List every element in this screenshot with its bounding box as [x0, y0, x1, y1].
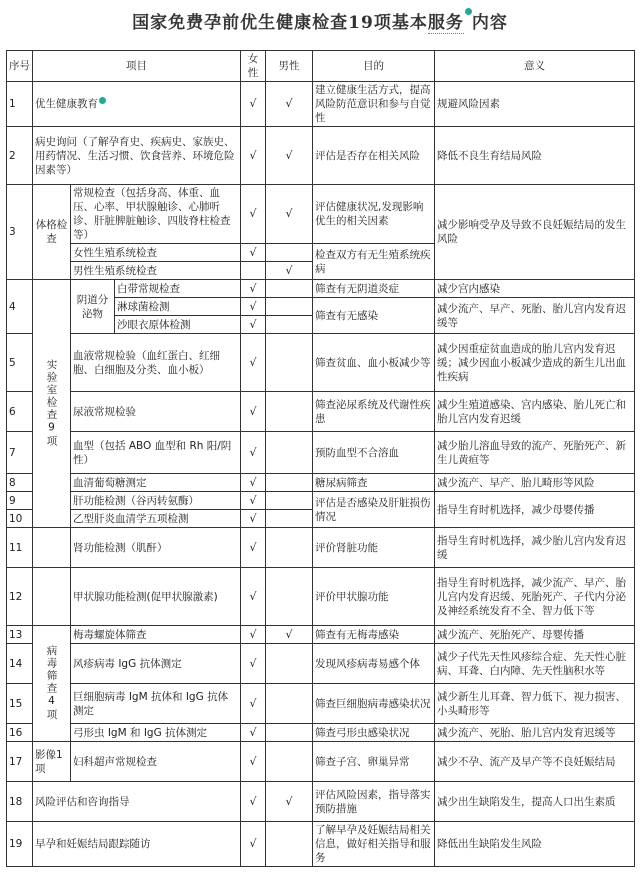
header-item: 项目 [33, 51, 241, 82]
row-meaning: 减少因重症贫血造成的胎儿宫内发育迟缓；减少因血小板减少造成的新生儿出血性疾病 [435, 334, 635, 392]
row-purpose: 评估是否感染及肝脏损伤情况 [313, 492, 435, 528]
table-row [7, 492, 635, 510]
male-check: √ [266, 626, 313, 644]
female-check: √ [241, 492, 266, 510]
table-row [7, 334, 635, 392]
checkup-table [6, 50, 635, 867]
header-female: 女性 [241, 51, 266, 82]
row-purpose: 发现风疹病毒易感个体 [313, 644, 435, 684]
male-empty [266, 724, 313, 742]
female-check: √ [241, 742, 266, 782]
table-row [7, 185, 635, 244]
group-label-lab-text: 实验室检查9项 [45, 359, 58, 448]
female-check: √ [241, 185, 266, 244]
row-number: 11 [7, 528, 33, 568]
male-empty [266, 432, 313, 474]
header-purpose: 目的 [313, 51, 435, 82]
row-meaning: 减少流产、早产、死胎、胎儿宫内发育迟缓等 [435, 298, 635, 334]
table-row [7, 626, 635, 644]
row-item: 肾功能检测（肌酐） [71, 528, 241, 568]
row-number: 18 [7, 782, 33, 822]
row-number: 14 [7, 644, 33, 684]
row-number: 12 [7, 568, 33, 626]
row-meaning: 减少胎儿溶血导致的流产、死胎死产、新生儿黄疸等 [435, 432, 635, 474]
row-purpose: 筛查贫血、血小板减少等 [313, 334, 435, 392]
female-check: √ [241, 298, 266, 316]
row-item: 血型（包括 ABO 血型和 Rh 阳/阴性） [71, 432, 241, 474]
group-label-imaging: 影像1项 [33, 742, 71, 782]
group-label-physical: 体格检查 [33, 185, 71, 280]
table-row [7, 782, 635, 822]
row-number: 1 [7, 82, 33, 127]
female-check: √ [241, 684, 266, 724]
row-number: 6 [7, 392, 33, 432]
female-check: √ [241, 568, 266, 626]
row-meaning: 减少新生儿耳聋、智力低下、视力损害、小头畸形等 [435, 684, 635, 724]
table-header [7, 51, 635, 82]
page-title [0, 8, 640, 33]
row-item: 血清葡萄糖测定 [71, 474, 241, 492]
table-row [7, 742, 635, 782]
row-item: 风疹病毒 IgG 抗体测定 [71, 644, 241, 684]
male-empty [266, 280, 313, 298]
female-check: √ [241, 82, 266, 127]
row-item: 白带常规检查 [115, 280, 241, 298]
row-item: 肝功能检测（谷丙转氨酶） [71, 492, 241, 510]
table-row [7, 724, 635, 742]
male-empty [266, 742, 313, 782]
row-purpose: 筛查弓形虫感染状况 [313, 724, 435, 742]
male-check: √ [266, 262, 313, 280]
female-check: √ [241, 244, 266, 262]
female-check: √ [241, 334, 266, 392]
row-item: 早孕和妊娠结局跟踪随访 [33, 822, 241, 867]
row-item: 常规检查（包括身高、体重、血压、心率、甲状腺触诊、心肺听诊、肝脏脾脏触诊、四肢脊柱检查等） [71, 185, 241, 244]
male-check: √ [266, 127, 313, 185]
row-meaning: 减少流产、死胎死产、母婴传播 [435, 626, 635, 644]
row-number: 7 [7, 432, 33, 474]
row-purpose: 筛查巨细胞病毒感染状况 [313, 684, 435, 724]
row-number: 5 [7, 334, 33, 392]
female-check: √ [241, 432, 266, 474]
row-number: 8 [7, 474, 33, 492]
row-item: 甲状腺功能检测(促甲状腺激素) [71, 568, 241, 626]
male-check: √ [266, 82, 313, 127]
badge-dot-icon [465, 8, 472, 15]
row-item: 梅毒螺旋体筛查 [71, 626, 241, 644]
female-check: √ [241, 782, 266, 822]
table-row [7, 474, 635, 492]
title-keyword-link[interactable]: 服务 [427, 13, 464, 33]
row-purpose: 筛查有无梅毒感染 [313, 626, 435, 644]
male-empty [266, 684, 313, 724]
row-item: 妇科超声常规检查 [71, 742, 241, 782]
row-number: 2 [7, 127, 33, 185]
table-row [7, 528, 635, 568]
row-purpose: 筛查有无阴道炎症 [313, 280, 435, 298]
row-meaning: 指导生育时机选择，减少母婴传播 [435, 492, 635, 528]
female-empty [241, 262, 266, 280]
row-purpose: 评估风险因素，指导落实预防措施 [313, 782, 435, 822]
male-empty [266, 510, 313, 528]
row-number: 15 [7, 684, 33, 724]
row-item: 病史询问（了解孕育史、疾病史、家族史、用药情况、生活习惯、饮食营养、环境危险因素等） [33, 127, 241, 185]
female-check: √ [241, 626, 266, 644]
female-check: √ [241, 127, 266, 185]
table-row [7, 392, 635, 432]
row-meaning: 降低出生缺陷发生风险 [435, 822, 635, 867]
row-purpose: 筛查泌尿系统及代谢性疾患 [313, 392, 435, 432]
title-text: 国家免费孕前优生健康检查19项基本 [132, 13, 428, 33]
row-number: 17 [7, 742, 33, 782]
row-meaning: 减少不孕、流产及早产等不良妊娠结局 [435, 742, 635, 782]
male-empty [266, 644, 313, 684]
row-meaning: 减少流产、早产、胎儿畸形等风险 [435, 474, 635, 492]
group-spacer [33, 568, 71, 626]
row-item: 巨细胞病毒 IgM 抗体和 IgG 抗体测定 [71, 684, 241, 724]
female-check: √ [241, 528, 266, 568]
female-check: √ [241, 392, 266, 432]
group-spacer [33, 528, 71, 568]
row-item: 乙型肝炎血清学五项检测 [71, 510, 241, 528]
row-item: 弓形虫 IgM 和 IgG 抗体测定 [71, 724, 241, 742]
row-item [33, 82, 241, 127]
table-row [7, 644, 635, 684]
table-row [7, 280, 635, 298]
row-meaning: 减少出生缺陷发生，提高人口出生素质 [435, 782, 635, 822]
header-male: 男性 [266, 51, 313, 82]
row-item: 尿液常规检验 [71, 392, 241, 432]
group-label-virus-text: 病毒筛查4项 [45, 645, 58, 722]
female-check: √ [241, 280, 266, 298]
table-row [7, 127, 635, 185]
male-check: √ [266, 782, 313, 822]
group-label-lab [33, 280, 71, 528]
row-purpose: 预防血型不合溶血 [313, 432, 435, 474]
row-item: 淋球菌检测 [115, 298, 241, 316]
row-purpose: 了解早孕及妊娠结局相关信息，做好相关指导和服务 [313, 822, 435, 867]
row-item: 沙眼衣原体检测 [115, 316, 241, 334]
female-check: √ [241, 822, 266, 867]
female-check: √ [241, 510, 266, 528]
table-row [7, 684, 635, 724]
male-empty [266, 492, 313, 510]
table-row [7, 82, 635, 127]
item-text: 优生健康教育 [35, 98, 98, 110]
male-empty [266, 822, 313, 867]
row-purpose: 评估健康状况,发现影响优生的相关因素 [313, 185, 435, 244]
group-label-secretion: 阴道分泌物 [71, 280, 115, 334]
row-purpose: 筛查子宫、卵巢异常 [313, 742, 435, 782]
title-suffix: 内容 [471, 13, 508, 33]
row-meaning: 减少流产、死胎、胎儿宫内发育迟缓等 [435, 724, 635, 742]
badge-dot-icon [99, 97, 106, 104]
table-row [7, 432, 635, 474]
male-empty [266, 392, 313, 432]
row-purpose: 筛查有无感染 [313, 298, 435, 334]
row-meaning: 减少子代先天性风疹综合症、先天性心脏病、耳聋、白内障、先天性脑积水等 [435, 644, 635, 684]
row-meaning: 规避风险因素 [435, 82, 635, 127]
row-item: 风险评估和咨询指导 [33, 782, 241, 822]
row-purpose: 评估是否存在相关风险 [313, 127, 435, 185]
row-number: 10 [7, 510, 33, 528]
row-number: 19 [7, 822, 33, 867]
row-item: 血液常规检验（血红蛋白、红细胞、白细胞及分类、血小板） [71, 334, 241, 392]
female-check: √ [241, 316, 266, 334]
female-check: √ [241, 724, 266, 742]
male-empty [266, 568, 313, 626]
male-empty [266, 244, 313, 262]
group-label-virus [33, 626, 71, 742]
row-number: 13 [7, 626, 33, 644]
row-meaning: 指导生育时机选择，减少胎儿宫内发育迟缓 [435, 528, 635, 568]
row-number: 4 [7, 280, 33, 334]
row-purpose: 建立健康生活方式，提高风险防范意识和参与自觉性 [313, 82, 435, 127]
row-meaning: 减少宫内感染 [435, 280, 635, 298]
row-number: 16 [7, 724, 33, 742]
row-purpose: 检查双方有无生殖系统疾病 [313, 244, 435, 280]
row-item: 女性生殖系统检查 [71, 244, 241, 262]
male-empty [266, 528, 313, 568]
female-check: √ [241, 644, 266, 684]
table-row [7, 568, 635, 626]
header-meaning: 意义 [435, 51, 635, 82]
row-item: 男性生殖系统检查 [71, 262, 241, 280]
row-purpose: 评价肾脏功能 [313, 528, 435, 568]
row-meaning: 降低不良生育结局风险 [435, 127, 635, 185]
female-check: √ [241, 474, 266, 492]
header-no: 序号 [7, 51, 33, 82]
row-number: 3 [7, 185, 33, 280]
male-check: √ [266, 185, 313, 244]
male-empty [266, 298, 313, 316]
male-empty [266, 474, 313, 492]
table-row [7, 822, 635, 867]
row-number: 9 [7, 492, 33, 510]
row-meaning: 减少影响受孕及导致不良妊娠结局的发生风险 [435, 185, 635, 280]
row-meaning: 减少生殖道感染、宫内感染、胎儿死亡和胎儿宫内发育迟缓 [435, 392, 635, 432]
row-purpose: 评价甲状腺功能 [313, 568, 435, 626]
male-empty [266, 316, 313, 334]
row-purpose: 糖尿病筛查 [313, 474, 435, 492]
male-empty [266, 334, 313, 392]
row-meaning: 指导生育时机选择，减少流产、早产、胎儿宫内发育迟缓、死胎死产、子代内分泌及神经系统发育不全、智力低下等 [435, 568, 635, 626]
